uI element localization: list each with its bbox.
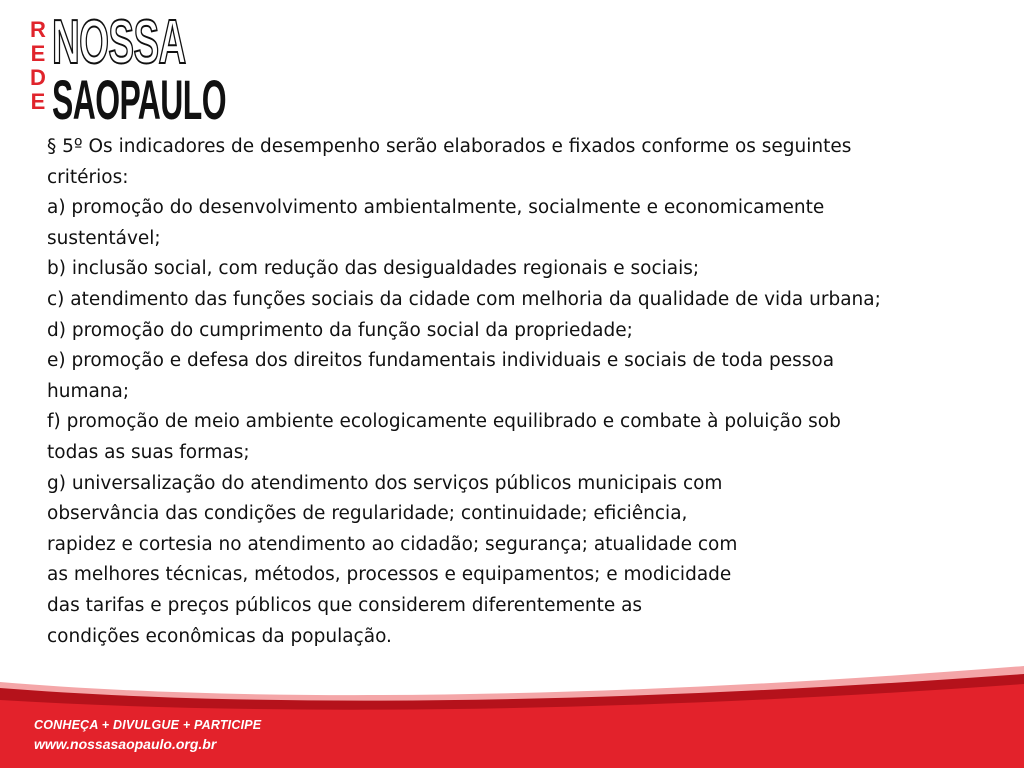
logo-rede-letter: R (30, 17, 46, 42)
text-line: das tarifas e preços públicos que considerem diferentemente as (47, 594, 643, 616)
text-line: d) promoção do cumprimento da função social da propriedade; (47, 319, 633, 341)
text-line: as melhores técnicas, métodos, processos e equipamentos; e modicidade (47, 564, 732, 586)
footer-tagline: CONHEÇA + DIVULGUE + PARTICIPE (34, 718, 262, 732)
text-line: critérios: (47, 166, 129, 188)
text-line: e) promoção e defesa dos direitos fundamentais individuais e sociais de toda pessoa (47, 350, 835, 372)
text-line: a) promoção do desenvolvimento ambientalmente, socialmente e economicamente (47, 197, 825, 219)
text-line: f) promoção de meio ambiente ecologicamente equilibrado e combate à poluição sob (47, 411, 841, 433)
logo-rede-vertical (28, 18, 48, 114)
text-line: observância das condições de regularidade; continuidade; eficiência, (47, 503, 688, 525)
rede-nossa-sao-paulo-logo (28, 8, 226, 131)
text-line: sustentável; (47, 227, 161, 249)
footer-url: www.nossasaopaulo.org.br (34, 736, 217, 752)
text-line: g) universalização do atendimento dos serviços públicos municipais com (47, 472, 723, 494)
logo-rede-letter: D (30, 65, 46, 90)
slide-body-text (47, 132, 1007, 652)
logo-rede-letter: E (30, 41, 46, 66)
logo-saopaulo-text: SAOPAULO (52, 68, 226, 131)
text-line: b) inclusão social, com redução das desigualdades regionais e sociais; (47, 258, 700, 280)
text-line: rapidez e cortesia no atendimento ao cidadão; segurança; atualidade com (47, 533, 738, 555)
text-line: c) atendimento das funções sociais da cidade com melhoria da qualidade de vida urbana; (47, 288, 881, 310)
logo-nossa-text: NOSSA (52, 8, 186, 77)
text-line: todas as suas formas; (47, 441, 250, 463)
text-line: humana; (47, 380, 130, 402)
logo-rede-letter: E (30, 89, 46, 114)
text-line: § 5º Os indicadores de desempenho serão elaborados e fixados conforme os seguintes (47, 136, 852, 157)
text-line: condições econômicas da população. (47, 625, 392, 647)
footer-text (34, 716, 261, 754)
